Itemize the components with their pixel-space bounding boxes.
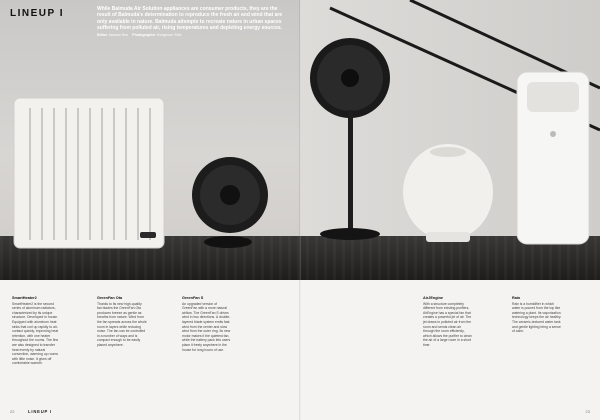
article-body: An upgraded version of GreenFan with a more natural airflow. The GreenFan S drives wind in two directions. A double-layered blade system emits fast wind from the center and slow wind from the outer ring. Its new motor makes it the quietest fan, while the battery pack lets users place it freely anywhere in the house for long hours of use. bbox=[182, 301, 231, 352]
article-title: GreenFan S bbox=[182, 296, 204, 300]
greenfan-s bbox=[310, 38, 390, 240]
article-body: With a structure completely different from existing purifiers, AirEngine has a special fan that creates a powerful jet of air. The jet draws in polluted air from the room and sends clean air through the room efficiently, which allows the purifier to clean the air of a large room in a short time. bbox=[423, 301, 472, 347]
rain-humidifier bbox=[403, 144, 493, 242]
airengine-purifier bbox=[517, 72, 589, 244]
article-rain bbox=[512, 296, 562, 334]
photographer-name: Donghoon Shin bbox=[156, 33, 182, 37]
article-greenfan-ota bbox=[97, 296, 147, 348]
article-title: GreenFan Ota bbox=[97, 296, 123, 300]
spine-gutter bbox=[299, 0, 301, 420]
credits bbox=[97, 33, 182, 37]
page-number-right: 23 bbox=[585, 409, 590, 414]
article-airengine bbox=[423, 296, 473, 348]
page-number-left: 22 bbox=[10, 409, 15, 414]
greenfan-ota bbox=[192, 157, 268, 248]
article-body: SmartHeater2 is the second series of aluminum radiators, characterized by its unique structure. Developed in house. Equipped with aluminum heat sinks that curl up rapidly to air-contact quickly, improving heat retention, with one heater throughout the rooms. The fins are also designed to transfer heat evenly by natural convection, warming up rooms with little noise. It gives off comfortable warmth. bbox=[12, 301, 59, 366]
footer-brand: LINEUP I bbox=[28, 409, 53, 414]
article-body: Rain is a humidifier in which water is poured from the top like watering a plant. Its vaporization technology keeps the air healthy. The ceramic-textured water tank and gentle lighting bring a sense of calm. bbox=[512, 301, 562, 334]
photographer-label: Photographer bbox=[132, 33, 156, 37]
section-title: LINEUP I bbox=[10, 8, 65, 19]
article-greenfan-s bbox=[182, 296, 232, 352]
editor-label: Editor bbox=[97, 33, 108, 37]
smart-heater bbox=[14, 98, 164, 248]
article-title: AirJEngine bbox=[423, 296, 444, 300]
article-body: Thanks to its new high-quality fan blades the GreenFan Ota produces breeze as gentle as breaths from nature. Wind from the fan spreads across the whole room in layers while reducing noise. The fan can be controlled in a number of ways and is compact enough to be easily placed anywhere. bbox=[97, 301, 147, 347]
article-title: Rain bbox=[512, 296, 521, 300]
editor-name: Jaewon Seo bbox=[108, 33, 129, 37]
article-title: SmartHeater2 bbox=[12, 296, 37, 300]
article-smartheater bbox=[12, 296, 62, 366]
intro-paragraph bbox=[97, 6, 287, 32]
intro-text: While Balmuda Air Solution appliances are consumer products, they are the result of Balmuda's determination to reproduce the fresh air and wind that are only available in nature. Balmuda attempts to recreate nature in urban spaces suffering from polluted air, rising temperatures and depleting energy sources. bbox=[97, 6, 283, 32]
